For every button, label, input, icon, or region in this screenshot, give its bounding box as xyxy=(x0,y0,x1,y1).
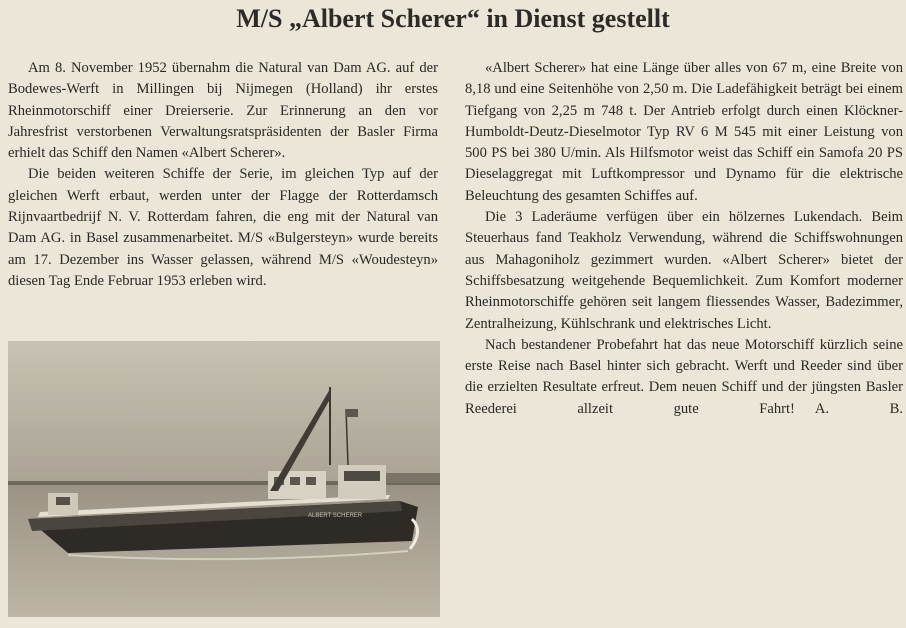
paragraph: Die beiden weiteren Schiffe der Serie, im gleichen Typ auf der gleichen Werft erbaut, werden unter der Flagge der Rotterdamsch Rijnvaartbedrijf N. V. Rotterdam fahren, die eng mit der Natural van Dam AG. in Basel zusammenarbeitet. M/S «Bulgersteyn» wurde bereits am 17. Dezember ins Wasser gelassen, während M/S «Woudesteyn» diesen Tag Ende Februar 1953 erleben wird. xyxy=(8,166,438,289)
ship-photo xyxy=(8,341,440,617)
paragraph: Nach bestandener Probefahrt hat das neue Motorschiff kürzlich seine erste Reise nach Basel hinter sich gebracht. Werft und Reeder sind über die erzielten Resultate erfreut. Dem neuen Schiff und der jüngsten Basler Reederei allzeit gute Fahrt! xyxy=(465,336,903,417)
ship-photo-image xyxy=(8,341,440,617)
paragraph: «Albert Scherer» hat eine Länge über alles von 67 m, eine Breite von 8,18 und eine Seitenhöhe von 2,50 m. Die Ladefähigkeit beträgt bei einem Tiefgang von 2,25 m 748 t. Der Antrieb erfolgt durch einen Klöckner-Humboldt-Deutz-Dieselmotor Typ RV 6 M 545 mit einer Leistung von 500 PS bei 380 U/min. Als Hilfsmotor weist das Schiff ein Samofa 20 PS Dieselaggregat mit Luftkompressor und Dynamo für die elektrische Beleuchtung des gesamten Schiffes auf. xyxy=(465,60,903,204)
article-title: M/S „Albert Scherer“ in Dienst gestellt xyxy=(236,4,670,33)
svg-text:ALBERT SCHERER: ALBERT SCHERER xyxy=(308,513,363,519)
paragraph: Die 3 Laderäume verfügen über ein hölzernes Lukendach. Beim Steuerhaus fand Teakholz Verwendung, während die Schiffswohnungen aus Mahagoniholz gezimmert wurden. «Albert Scherer» bietet der Schiffsbesatzung weitgehende Bequemlichkeit. Zum Komfort moderner Rheinmotorschiffe gehören seit langem fliessendes Wasser, Badezimmer, Zentralheizung, Kühlschrank und elektrisches Licht. xyxy=(465,209,903,332)
right-column xyxy=(465,58,903,420)
closing-paragraph xyxy=(465,335,903,420)
paragraph: Am 8. November 1952 übernahm die Natural van Dam AG. auf der Bodewes-Werft in Millingen bij Nijmegen (Holland) ihr erstes Rheinmotorschiff einer Dreierserie. Zur Erinnerung an den vor Jahresfrist verstorbenen Verwaltungsratspräsidenten der Basler Firma erhielt das Schiff den Namen «Albert Scherer». xyxy=(8,60,438,162)
left-column xyxy=(8,58,438,292)
author-signature: A. B. xyxy=(814,400,903,417)
